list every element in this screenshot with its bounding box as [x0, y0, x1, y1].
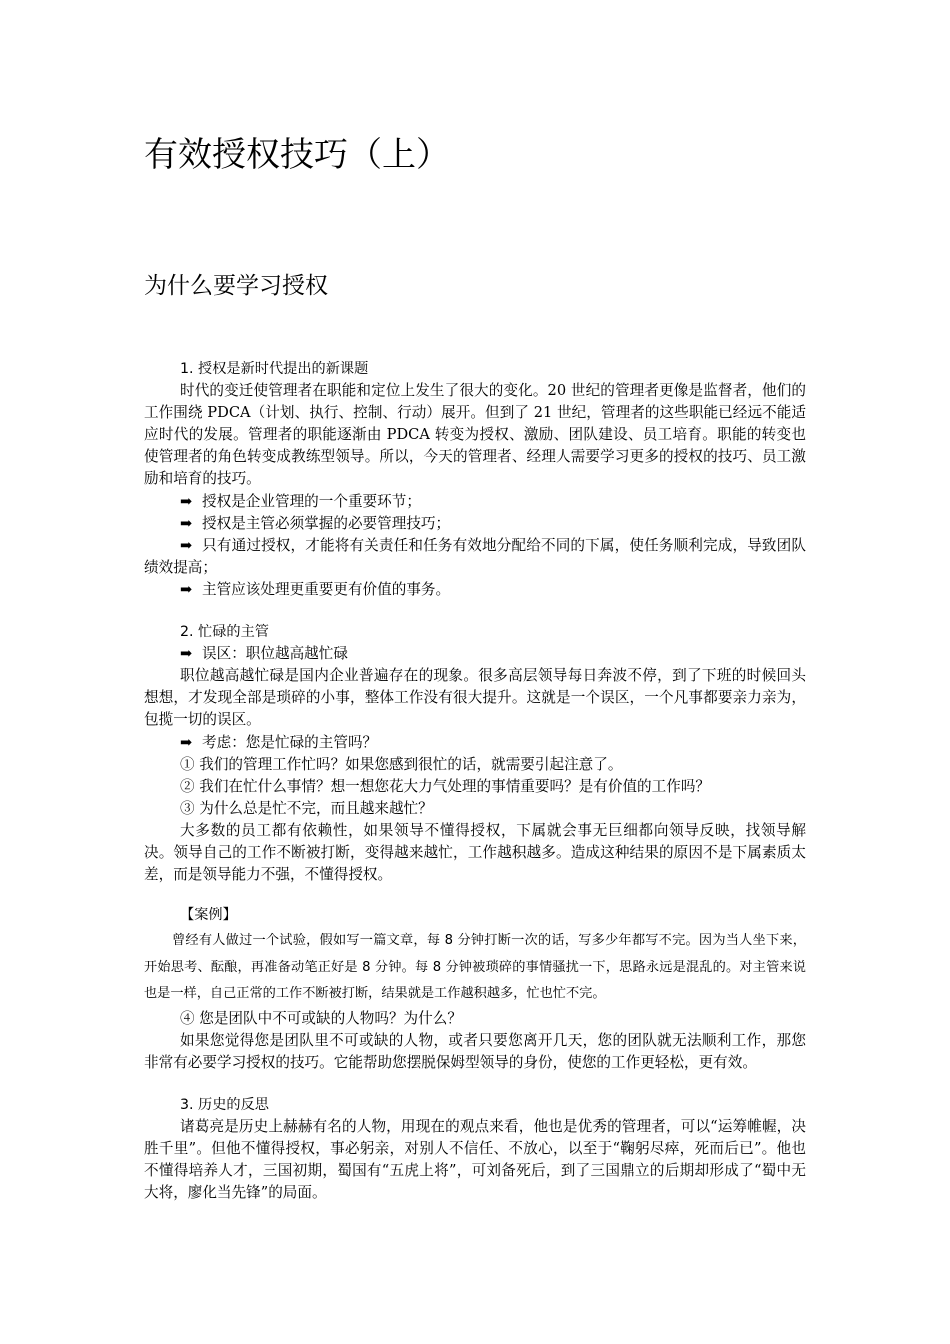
section-2-paragraph: 大多数的员工都有依赖性，如果领导不懂得授权，下属就会事无巨细都向领导反映，找领导解决。领导自己的工作不断被打断，变得越来越忙，工作越积越多。造成这种结果的原因不是下属素质太差，而是领导能力不强，不懂得授权。	[144, 821, 806, 884]
arrow-bullet-icon: ➡	[180, 580, 193, 598]
document-subtitle: 为什么要学习授权	[144, 273, 328, 299]
section-3-paragraph: 诸葛亮是历史上赫赫有名的人物，用现在的观点来看，他也是优秀的管理者，可以“运筹帷幄，决胜千里”。但他不懂得授权，事必躬亲，对别人不信任、不放心，以至于“鞠躬尽瘁，死而后已”。他也不懂得培养人才，三国初期，蜀国有“五虎上将”，可刘备死后，到了三国鼎立的后期却形成了“蜀中无大将，廖化当先锋”的局面。	[144, 1118, 806, 1202]
arrow-bullet-icon: ➡	[180, 733, 193, 751]
section-2-heading: 2. 忙碌的主管	[180, 624, 269, 641]
section-1-bullet: ➡ 只有通过授权，才能将有关责任和任务有效地分配给不同的下属，使任务顺利完成，导致团队绩效提高；	[144, 536, 806, 576]
section-1-bullet: ➡ 授权是企业管理的一个重要环节；	[144, 491, 806, 513]
question-item: ③ 为什么总是忙不完，而且越来越忙？	[180, 799, 433, 817]
arrow-bullet-icon: ➡	[180, 514, 193, 532]
section-1-bullet: ➡ 主管应该处理更重要更有价值的事务。	[144, 579, 806, 601]
section-1-paragraph: 时代的变迁使管理者在职能和定位上发生了很大的变化。20 世纪的管理者更像是监督者，他们的工作围绕 PDCA（计划、执行、控制、行动）展开。但到了 21 世纪，管理者的这些职能已经远不能适应时代的发展。管理者的职能逐渐由 PDCA 转变为授权、激励、团队建设、员工培育。职能的转变也使管理者的角色转变成教练型领导。所以，今天的管理者、经理人需要学习更多的授权的技巧、员工激励和培育的技巧。	[144, 382, 806, 488]
misconception-bullet: ➡ 误区：职位越高越忙碌	[144, 643, 806, 665]
arrow-bullet-icon: ➡	[180, 492, 193, 510]
section-2-paragraph: 如果您觉得您是团队里不可或缺的人物，或者只要您离开几天，您的团队就无法顺利工作，那您非常有必要学习授权的技巧。它能帮助您摆脱保姆型领导的身份，使您的工作更轻松，更有效。	[144, 1031, 806, 1071]
question-item: ④ 您是团队中不可或缺的人物吗？为什么？	[180, 1009, 462, 1027]
question-item: ② 我们在忙什么事情？想一想您花大力气处理的事情重要吗？是有价值的工作吗？	[180, 777, 711, 795]
section-1-bullet: ➡ 授权是主管必须掌握的必要管理技巧；	[144, 513, 806, 535]
arrow-bullet-icon: ➡	[180, 536, 193, 554]
arrow-bullet-icon: ➡	[180, 645, 193, 663]
document-title: 有效授权技巧（上）	[144, 135, 450, 175]
case-paragraph: 曾经有人做过一个试验，假如写一篇文章，每 8 分钟打断一次的话，写多少年都写不完。因为当人坐下来，开始思考、酝酿，再准备动笔正好是 8 分钟。每 8 分钟被琐碎的事情骚扰一下，思路永远是混乱的。对主管来说也是一样，自己正常的工作不断被打断，结果就是工作越积越多，忙也忙不完。	[144, 933, 806, 1002]
section-2-paragraph: 职位越高越忙碌是国内企业普遍存在的现象。很多高层领导每日奔波不停，到了下班的时候回头想想，才发现全部是琐碎的小事，整体工作没有很大提升。这就是一个误区，一个凡事都要亲力亲为，包揽一切的误区。	[144, 667, 806, 729]
section-1-heading: 1. 授权是新时代提出的新课题	[180, 361, 369, 377]
question-item: ① 我们的管理工作忙吗？如果您感到很忙的话，就需要引起注意了。	[180, 755, 623, 773]
document-body	[144, 358, 806, 1204]
section-3-heading: 3. 历史的反思	[180, 1096, 269, 1113]
case-title: 【案例】	[180, 907, 237, 924]
consider-bullet: ➡ 考虑：您是忙碌的主管吗？	[144, 732, 806, 754]
